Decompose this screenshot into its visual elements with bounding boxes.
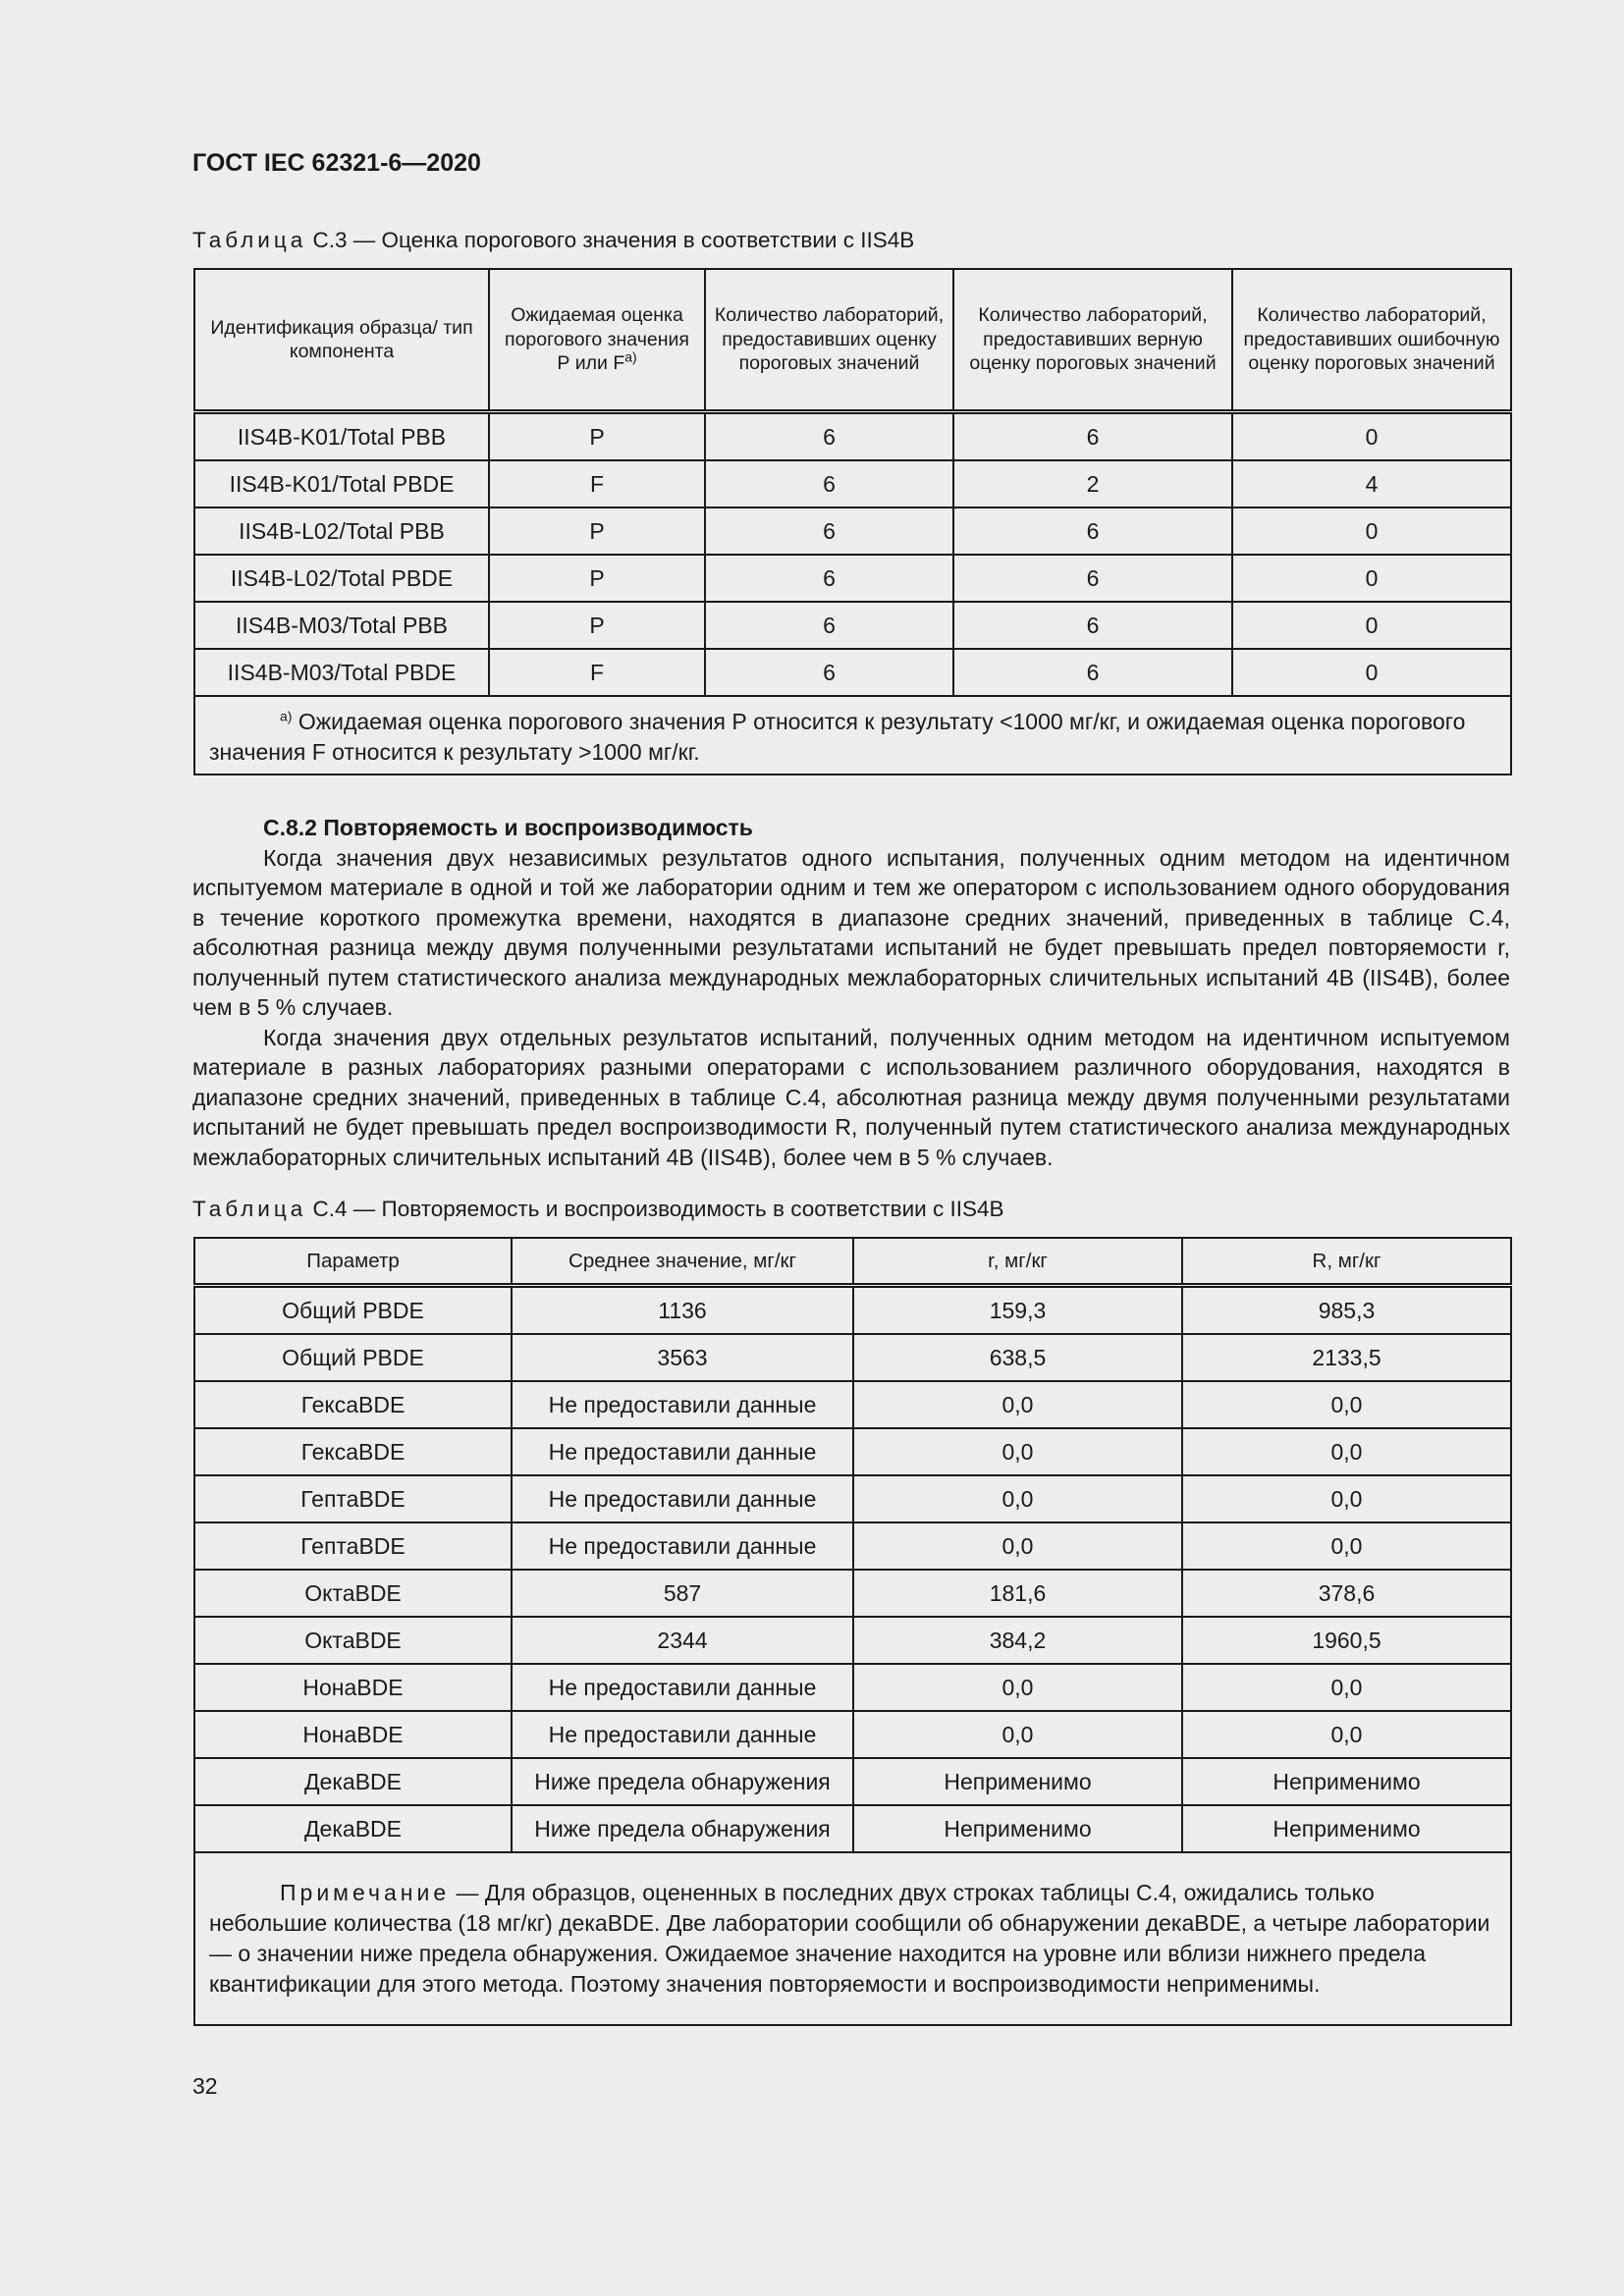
- footnote-ref: а): [624, 348, 637, 365]
- table-cell: P: [489, 412, 705, 461]
- table-cell: Не предоставили данные: [512, 1381, 853, 1428]
- table-cell: 0,0: [1182, 1522, 1511, 1570]
- table4-caption-word: Таблица: [192, 1197, 307, 1221]
- table-cell: 1136: [512, 1286, 853, 1335]
- note-text: — Для образцов, оцененных в последних двух строках таблицы С.4, ожидались только небольшие количества (18 мг/кг) декаBDE. Две лаборатории сообщили об обнаружении декаBDE, а четыре лаборатории — о значении ниже предела обнаружения. Ожидаемое значение находится на уровне или вблизи нижнего предела квантификации для этого метода. Поэтому значения повторяемости и воспроизводимости неприменимы.: [209, 1880, 1490, 1997]
- table-cell: Неприменимо: [853, 1805, 1182, 1852]
- table-cell: 0,0: [853, 1664, 1182, 1711]
- table-row: [194, 460, 1511, 507]
- table-cell: 181,6: [853, 1570, 1182, 1617]
- table-cell: IIS4B-L02/Total PBDE: [194, 555, 489, 602]
- table-cell: 6: [705, 602, 953, 649]
- table-cell: ГексаBDE: [194, 1381, 512, 1428]
- table-row: [194, 649, 1511, 696]
- table-cell: 0,0: [1182, 1475, 1511, 1522]
- table3-col-wrong: Количество лабораторий, предоставивших ошибочную оценку пороговых значений: [1232, 269, 1511, 412]
- table-cell: 3563: [512, 1334, 853, 1381]
- section-paragraph-2: Когда значения двух отдельных результатов испытаний, полученных одним методом на идентичном испытуемом материале в разных лабораториях разными операторами с использованием различного оборудования, находятся в диапазоне средних значений, приведенных в таблице С.4, абсолютная разница между двумя полученными результатами испытаний не будет превышать предел воспроизводимости R, полученный путем статистического анализа международных межлабораторных сличительных испытаний 4В (IIS4B), более чем в 5 % случаев.: [192, 1024, 1510, 1170]
- table-cell: 6: [953, 649, 1232, 696]
- table-note-row: [194, 1852, 1511, 2025]
- table-cell: Общий PBDE: [194, 1334, 512, 1381]
- table-row: [194, 1664, 1511, 1711]
- table-cell: ОктаBDE: [194, 1570, 512, 1617]
- table-cell: Неприменимо: [1182, 1805, 1511, 1852]
- table-cell: 0,0: [853, 1522, 1182, 1570]
- table-cell: IIS4B-M03/Total PBDE: [194, 649, 489, 696]
- table-header-row: [194, 1238, 1511, 1286]
- table-cell: IIS4B-K01/Total PBB: [194, 412, 489, 461]
- table4-caption: [192, 1197, 1004, 1222]
- table-cell: 0: [1232, 555, 1511, 602]
- table-cell: 2133,5: [1182, 1334, 1511, 1381]
- footnote-mark: а): [280, 708, 293, 724]
- table-cell: 0,0: [1182, 1428, 1511, 1475]
- table-cell: 638,5: [853, 1334, 1182, 1381]
- table-cell: Не предоставили данные: [512, 1428, 853, 1475]
- table-row: [194, 1570, 1511, 1617]
- table-cell: 6: [705, 555, 953, 602]
- table-cell: 0: [1232, 412, 1511, 461]
- table-cell: 0,0: [1182, 1381, 1511, 1428]
- table-cell: Ниже предела обнаружения: [512, 1805, 853, 1852]
- table-cell: НонаBDE: [194, 1664, 512, 1711]
- table3-col-provided: Количество лабораторий, предоставивших оценку пороговых значений: [705, 269, 953, 412]
- table-row: [194, 1428, 1511, 1475]
- table4-col-parameter: Параметр: [194, 1238, 512, 1286]
- table-cell: IIS4B-L02/Total PBB: [194, 507, 489, 555]
- table-cell: 6: [705, 412, 953, 461]
- table-c4: [193, 1237, 1512, 2026]
- table3-footnote: [194, 696, 1511, 774]
- table-cell: 0,0: [853, 1475, 1182, 1522]
- table4-caption-text: С.4 — Повторяемость и воспроизводимость в соответствии с IIS4B: [312, 1197, 1004, 1221]
- table-cell: ДекаBDE: [194, 1758, 512, 1805]
- table-cell: 0,0: [853, 1381, 1182, 1428]
- table4-col-r: r, мг/кг: [853, 1238, 1182, 1286]
- table-cell: P: [489, 602, 705, 649]
- section-heading: С.8.2 Повторяемость и воспроизводимость: [263, 815, 753, 840]
- table-cell: 985,3: [1182, 1286, 1511, 1335]
- table3-caption: [192, 228, 914, 253]
- table-row: [194, 1475, 1511, 1522]
- table-cell: 0: [1232, 507, 1511, 555]
- table-cell: Не предоставили данные: [512, 1522, 853, 1570]
- table-cell: 6: [705, 649, 953, 696]
- table-cell: ОктаBDE: [194, 1617, 512, 1664]
- table-cell: P: [489, 507, 705, 555]
- table-cell: 6: [705, 460, 953, 507]
- table-cell: Не предоставили данные: [512, 1664, 853, 1711]
- section-c82: [192, 813, 1510, 1172]
- table-row: [194, 1286, 1511, 1335]
- table-cell: 0,0: [853, 1711, 1182, 1758]
- table-cell: Не предоставили данные: [512, 1711, 853, 1758]
- note-label: Примечание: [280, 1880, 451, 1905]
- table-cell: 0,0: [1182, 1711, 1511, 1758]
- document-header: ГОСТ IEC 62321-6—2020: [192, 149, 481, 177]
- table-row: [194, 507, 1511, 555]
- page-number: 32: [192, 2073, 218, 2099]
- table-cell: 378,6: [1182, 1570, 1511, 1617]
- table-footnote-row: [194, 696, 1511, 774]
- footnote-text: Ожидаемая оценка порогового значения Р относится к результату <1000 мг/кг, и ожидаемая оценка порогового значения F относится к результату >1000 мг/кг.: [209, 709, 1466, 765]
- table-cell: 0,0: [853, 1428, 1182, 1475]
- table-cell: 6: [953, 412, 1232, 461]
- table-cell: ГептаBDE: [194, 1522, 512, 1570]
- table-cell: 1960,5: [1182, 1617, 1511, 1664]
- table-c3: [193, 268, 1512, 775]
- table-header-row: [194, 269, 1511, 412]
- table-row: [194, 1711, 1511, 1758]
- table-cell: 6: [953, 507, 1232, 555]
- table-cell: IIS4B-K01/Total PBDE: [194, 460, 489, 507]
- table4-note: [194, 1852, 1511, 2025]
- table-cell: 4: [1232, 460, 1511, 507]
- table-cell: 6: [705, 507, 953, 555]
- table-cell: 384,2: [853, 1617, 1182, 1664]
- table-cell: Неприменимо: [853, 1758, 1182, 1805]
- table3-caption-word: Таблица: [192, 228, 307, 252]
- table-cell: 6: [953, 602, 1232, 649]
- table-cell: ГексаBDE: [194, 1428, 512, 1475]
- table-cell: ГептаBDE: [194, 1475, 512, 1522]
- table-cell: НонаBDE: [194, 1711, 512, 1758]
- table-row: [194, 555, 1511, 602]
- table3-col-expected: Ожидаемая оценка порогового значения Р или $F^{а)}$: [489, 269, 705, 412]
- table4-col-mean: Среднее значение, мг/кг: [512, 1238, 853, 1286]
- table-row: [194, 602, 1511, 649]
- table-row: [194, 1617, 1511, 1664]
- table-cell: 0: [1232, 649, 1511, 696]
- table-cell: 2344: [512, 1617, 853, 1664]
- table-cell: ДекаBDE: [194, 1805, 512, 1852]
- table-row: [194, 1805, 1511, 1852]
- table3-col-id: Идентификация образца/ тип компонента: [194, 269, 489, 412]
- table-cell: IIS4B-M03/Total PBB: [194, 602, 489, 649]
- table3-caption-text: С.3 — Оценка порогового значения в соответствии с IIS4B: [312, 228, 915, 252]
- table-cell: P: [489, 555, 705, 602]
- table-cell: F: [489, 460, 705, 507]
- table-cell: Не предоставили данные: [512, 1475, 853, 1522]
- table-cell: 587: [512, 1570, 853, 1617]
- table-cell: Неприменимо: [1182, 1758, 1511, 1805]
- table-cell: Ниже предела обнаружения: [512, 1758, 853, 1805]
- table-cell: 6: [953, 555, 1232, 602]
- section-paragraph-1: Когда значения двух независимых результатов одного испытания, полученных одним методом на идентичном испытуемом материале в одной и той же лаборатории одним и тем же оператором с использованием одного оборудования в течение короткого промежутка времени, находятся в диапазоне средних значений, приведенных в таблице С.4, абсолютная разница между двумя полученными результатами испытаний не будет превышать предел повторяемости r, полученный путем статистического анализа международных межлабораторных сличительных испытаний 4В (IIS4B), более чем в 5 % случаев.: [192, 844, 1510, 1020]
- table-row: [194, 1381, 1511, 1428]
- table-cell: 159,3: [853, 1286, 1182, 1335]
- table-cell: 0,0: [1182, 1664, 1511, 1711]
- table3-col-correct: Количество лабораторий, предоставивших верную оценку пороговых значений: [953, 269, 1232, 412]
- table-row: [194, 1522, 1511, 1570]
- table-cell: F: [489, 649, 705, 696]
- table-row: [194, 1758, 1511, 1805]
- table-row: [194, 1334, 1511, 1381]
- table-cell: Общий PBDE: [194, 1286, 512, 1335]
- table4-col-R: R, мг/кг: [1182, 1238, 1511, 1286]
- table-cell: 0: [1232, 602, 1511, 649]
- table-cell: 2: [953, 460, 1232, 507]
- table-row: [194, 412, 1511, 461]
